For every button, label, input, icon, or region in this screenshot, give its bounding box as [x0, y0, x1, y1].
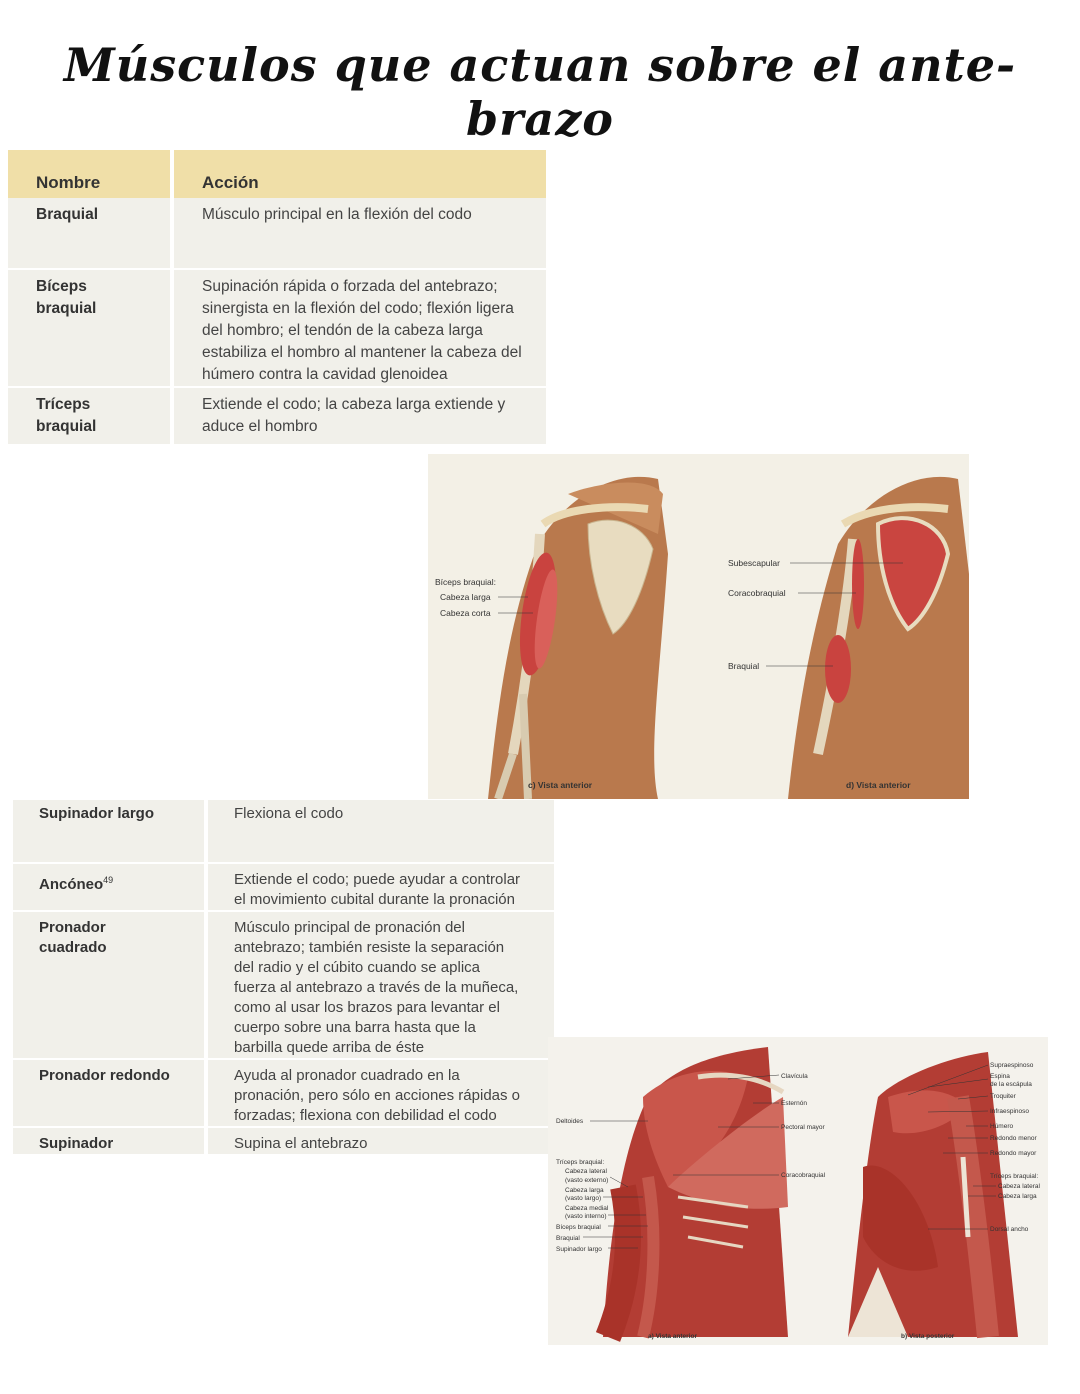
muscle-name: Braquial [8, 198, 174, 268]
muscle-table-1 [8, 150, 546, 444]
muscle-name: Tríceps braquial [8, 386, 174, 444]
muscle-action: Extiende el codo; la cabeza larga extiende y aduce el hombro [174, 386, 546, 444]
muscle-name: Supinador [13, 1126, 208, 1154]
figure-label: Subescapular [728, 558, 780, 568]
muscle-name: Supinador largo [13, 800, 208, 862]
figure-caption: b) Vista posterior [901, 1333, 955, 1340]
table-header-row [8, 150, 546, 198]
muscle-name: Bíceps braquial [8, 268, 174, 386]
figure-caption: c) Vista anterior [528, 780, 593, 790]
figure-label: (vasto externo) [565, 1177, 609, 1184]
muscle-action: Extiende el codo; puede ayudar a controlar el movimiento cubital durante la pronación [208, 862, 554, 910]
muscle-action: Supina el antebrazo [208, 1126, 554, 1154]
muscle-action: Supinación rápida o forzada del antebrazo; sinergista en la flexión del codo; flexión ligera del hombro; el tendón de la cabeza larga estabiliza el hombro al mantener la cabeza del húmero contra la cavidad glenoidea [174, 268, 546, 386]
figure-label: (vasto interno) [565, 1213, 607, 1220]
figure-label: Cabeza medial [565, 1205, 609, 1212]
page-title: Músculos que actuan sobre el ante-brazo [63, 38, 1017, 146]
figure-label: Troquiter [990, 1093, 1016, 1100]
figure-label: Tríceps braquial: [556, 1159, 605, 1166]
figure-label: Coracobraquial [781, 1172, 826, 1179]
figure-label: Supinador largo [556, 1246, 602, 1253]
figure-label: Cabeza lateral [565, 1168, 607, 1175]
figure-label: Infraespinoso [990, 1108, 1030, 1115]
muscle-action: Músculo principal en la flexión del codo [174, 198, 546, 268]
muscle-name: Pronador cuadrado [13, 910, 208, 1058]
figure-label: Espina [990, 1073, 1010, 1080]
table-row [13, 800, 554, 862]
figure-label: Bíceps braquial [556, 1224, 601, 1231]
figure-label: (vasto largo) [565, 1195, 602, 1202]
table-row [8, 386, 546, 444]
muscle-table-2 [13, 800, 554, 1154]
figure-label: Redondo menor [990, 1135, 1037, 1142]
figure-label: Braquial [728, 661, 760, 671]
figure-label: Braquial [556, 1235, 580, 1242]
figure-label: Clavícula [781, 1073, 808, 1080]
figure-label: Deltoides [556, 1118, 584, 1125]
figure-label: Coracobraquial [728, 588, 786, 598]
muscle-name: Pronador redondo [13, 1058, 208, 1126]
figure-caption: d) Vista anterior [846, 780, 911, 790]
figure-label: Tríceps braquial: [990, 1173, 1039, 1180]
shoulder-muscles-figure [548, 1037, 1048, 1345]
table-row [13, 1126, 554, 1154]
figure-label: Supraespinoso [990, 1062, 1034, 1069]
header-action: Acción [174, 150, 546, 198]
muscle-name [13, 862, 208, 910]
table-row [8, 198, 546, 268]
muscle-action: Ayuda al pronador cuadrado en la pronación, pero sólo en acciones rápidas o forzadas; flexiona con debilidad el codo [208, 1058, 554, 1126]
muscle-action: Músculo principal de pronación del antebrazo; también resiste la separación del radio y el cúbito cuando se aplica fuerza al antebrazo a través de la muñeca, como al usar los brazos para levantar el cuerpo sobre una barra hasta que la barbilla quede arriba de éste [208, 910, 554, 1058]
figure-label: de la escápula [990, 1081, 1032, 1088]
figure-label: Esternón [781, 1100, 808, 1107]
figure-label: Redondo mayor [990, 1150, 1037, 1157]
figure-label: Pectoral mayor [781, 1124, 825, 1131]
figure-label: Cabeza larga [998, 1193, 1037, 1200]
figure-label: Cabeza larga [565, 1187, 604, 1194]
table-row [8, 268, 546, 386]
figure-label: Bíceps braquial: [435, 577, 496, 587]
figure-label: Cabeza larga [440, 592, 491, 602]
footnote-ref: 49 [103, 875, 114, 885]
figure-label: Cabeza corta [440, 608, 491, 618]
table-row [13, 862, 554, 910]
header-name: Nombre [8, 150, 174, 198]
muscle-name-text: Ancóneo [39, 876, 104, 893]
table-row [13, 1058, 554, 1126]
figure-label: Húmero [990, 1123, 1014, 1130]
figure-label: Dorsal ancho [990, 1226, 1029, 1233]
arm-anterior-figure [428, 454, 969, 799]
table-row [13, 910, 554, 1058]
figure-label: Cabeza lateral [998, 1183, 1040, 1190]
figure-caption: a) Vista anterior [648, 1333, 698, 1340]
muscle-action: Flexiona el codo [208, 800, 554, 862]
